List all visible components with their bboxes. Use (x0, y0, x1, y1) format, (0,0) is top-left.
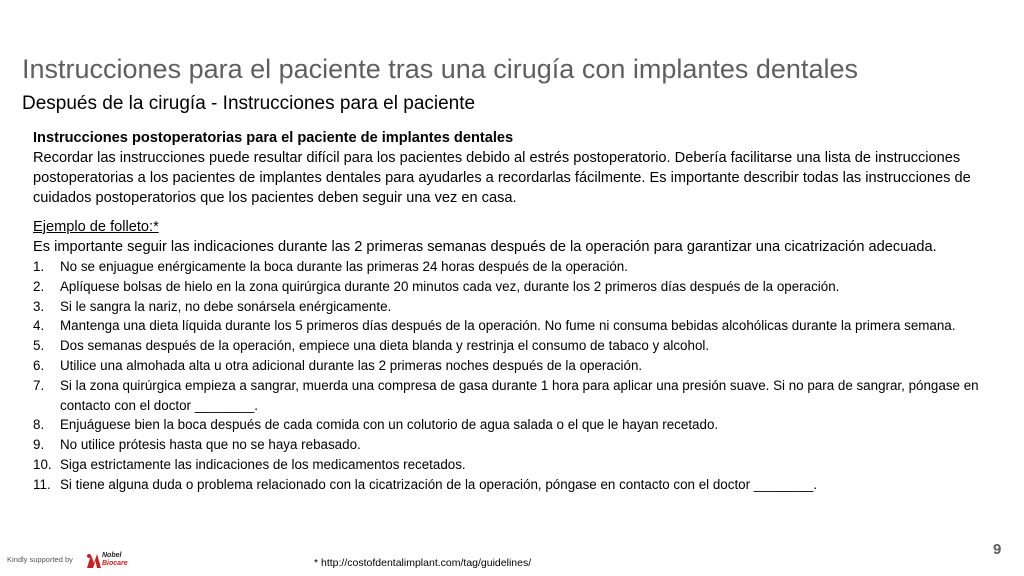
instruction-item (33, 277, 1013, 297)
instruction-item (33, 297, 1013, 317)
instruction-item (33, 455, 1013, 475)
footnote-source: * http://costofdentalimplant.com/tag/guidelines/ (314, 557, 532, 569)
instruction-item (33, 356, 1013, 376)
instruction-text: Si tiene alguna duda o problema relacionado con la cicatrización de la operación, póngase en contacto con el doctor ________. (60, 476, 818, 492)
instruction-number: 3. (33, 298, 45, 314)
logo-line-2: Biocare (102, 560, 128, 567)
example-intro: Es importante seguir las indicaciones durante las 2 primeras semanas después de la operación para garantizar una cicatrización adecuada. (33, 239, 937, 255)
slide-title: Instrucciones para el paciente tras una cirugía con implantes dentales (22, 54, 858, 84)
logo-wordmark (102, 552, 128, 568)
instruction-item (33, 415, 1013, 435)
nobel-biocare-logo-icon (86, 552, 102, 570)
instruction-number: 4. (33, 318, 45, 334)
logo-line-1: Nobel (102, 552, 122, 559)
instruction-text: No se enjuague enérgicamente la boca durante las primeras 24 horas después de la operación. (60, 259, 628, 274)
kindly-supported-text: Kindly supported by (7, 555, 73, 564)
instruction-number: 10. (33, 456, 52, 472)
intro-paragraph: Recordar las instrucciones puede resultar difícil para los pacientes debido al estrés postoperatorio. Debería facilitarse una lista de instrucciones postoperatorias a los pacientes de implantes dentales para ayudarles a recordarlas fácilmente. Es importante describir todas las instrucciones de cuidados postoperatorios que los pacientes deben seguir una vez en casa. (33, 150, 971, 206)
nobel-biocare-logo (86, 552, 138, 570)
slide-body (33, 128, 1013, 495)
instruction-text: Siga estrictamente las indicaciones de los medicamentos recetados. (60, 456, 466, 472)
instruction-text: Mantenga una dieta líquida durante los 5 primeros días después de la operación. No fume ni consuma bebidas alcohólicas durante la primera semana. (60, 318, 956, 334)
instruction-number: 6. (33, 357, 45, 373)
instruction-item (33, 435, 1013, 455)
instruction-number: 9. (33, 437, 45, 453)
instruction-number: 8. (33, 417, 45, 433)
instruction-text: Aplíquese bolsas de hielo en la zona quirúrgica durante 20 minutos cada vez, durante los 2 primeros días después de la operación. (60, 278, 840, 294)
instruction-number: 11. (33, 476, 51, 492)
instruction-item (33, 316, 1013, 336)
instruction-text: Si le sangra la nariz, no debe sonársela enérgicamente. (60, 298, 392, 314)
instruction-item (33, 336, 1013, 356)
section-heading: Instrucciones postoperatorias para el paciente de implantes dentales (33, 130, 514, 146)
instruction-text: Enjuáguese bien la boca después de cada comida con un colutorio de agua salada o el que le hayan recetado. (60, 417, 719, 433)
instruction-item (33, 257, 1013, 277)
instruction-item (33, 475, 1013, 495)
example-heading: Ejemplo de folleto:* (33, 219, 159, 235)
instruction-text: Si la zona quirúrgica empieza a sangrar, muerda una compresa de gasa durante 1 hora para aplicar una presión suave. Si no para de sangrar, póngase en contacto con el doctor ________. (60, 377, 979, 413)
instruction-list (33, 257, 1013, 495)
instruction-number: 2. (33, 278, 45, 294)
instruction-number: 7. (33, 377, 45, 393)
instruction-number: 5. (33, 338, 45, 354)
page-number: 9 (993, 541, 1002, 558)
paragraph-gap (33, 208, 1013, 217)
instruction-text: Utilice una almohada alta u otra adicional durante las 2 primeras noches después de la operación. (60, 357, 643, 373)
slide-subtitle: Después de la cirugía - Instrucciones para el paciente (22, 93, 476, 114)
instruction-number: 1. (33, 259, 45, 274)
instruction-item (33, 376, 1013, 416)
instruction-text: Dos semanas después de la operación, empiece una dieta blanda y restrinja el consumo de tabaco y alcohol. (60, 338, 710, 354)
instruction-text: No utilice prótesis hasta que no se haya rebasado. (60, 437, 361, 453)
